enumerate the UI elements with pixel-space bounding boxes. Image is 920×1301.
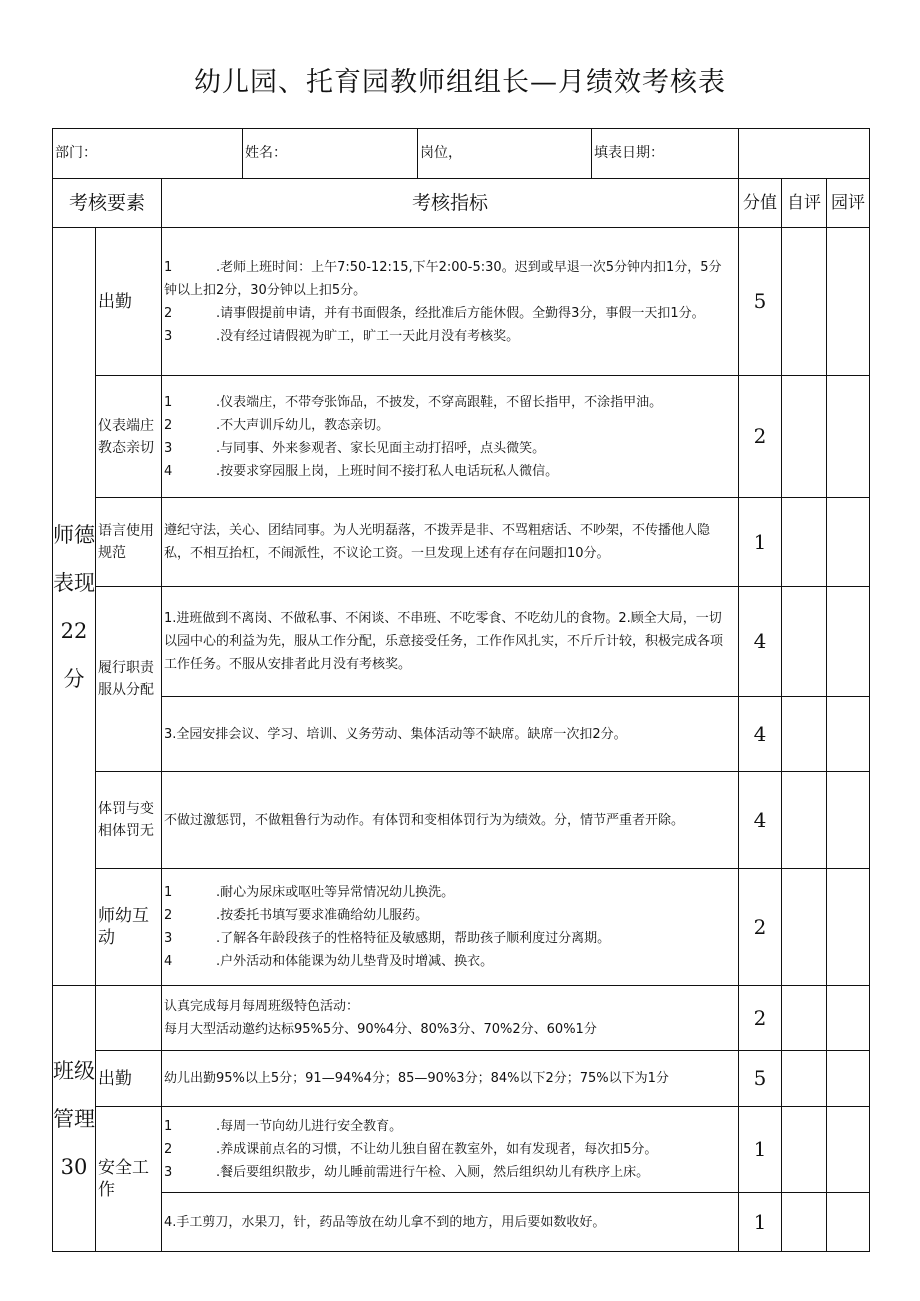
score-cell: 5 [739, 228, 782, 376]
self-eval-cell[interactable] [782, 1193, 827, 1252]
park-eval-cell[interactable] [827, 697, 870, 772]
category-ethics [53, 228, 96, 986]
sub-language: 语言使用规范 [96, 498, 162, 587]
sub-interaction: 师幼互动 [96, 869, 162, 986]
table-row [53, 772, 870, 869]
self-eval-cell[interactable] [782, 376, 827, 498]
park-eval-cell[interactable] [827, 869, 870, 986]
park-eval-cell[interactable] [827, 1051, 870, 1107]
category-label: 师德表现22分 [53, 522, 95, 691]
score-cell: 1 [739, 1193, 782, 1252]
indicator-cell: 1 .仪表端庄，不带夸张饰品，不披发，不穿高跟鞋，不留长指甲，不涂指甲油。 2 .不大声训斥幼儿，教态亲切。 3 .与同事、外来参观者、家长见面主动打招呼，点头微笑。 4 .按要求穿园服上岗，上班时间不接打私人电话玩私人微信。 [162, 376, 739, 498]
sub-empty [96, 986, 162, 1051]
score-cell: 1 [739, 498, 782, 587]
park-eval-cell[interactable] [827, 1107, 870, 1193]
table-row [53, 986, 870, 1051]
park-eval-cell[interactable] [827, 986, 870, 1051]
table-row [53, 376, 870, 498]
assessment-table [52, 128, 870, 1252]
self-eval-cell[interactable] [782, 869, 827, 986]
table-row [53, 228, 870, 376]
header-score: 分值 [739, 179, 782, 228]
sub-attendance: 出勤 [96, 228, 162, 376]
sub-safety: 安全工作 [96, 1107, 162, 1252]
header-self: 自评 [782, 179, 827, 228]
score-cell: 5 [739, 1051, 782, 1107]
self-eval-cell[interactable] [782, 1051, 827, 1107]
score-cell: 2 [739, 986, 782, 1051]
self-eval-cell[interactable] [782, 772, 827, 869]
park-eval-cell[interactable] [827, 772, 870, 869]
park-eval-cell[interactable] [827, 376, 870, 498]
page-title: 幼儿园、托育园教师组组长—月绩效考核表 [194, 67, 726, 98]
indicator-cell: 认真完成每月每周班级特色活动： 每月大型活动邀约达标95%5分、90%4分、80%3分、70%2分、60%1分 [162, 986, 739, 1051]
indicator-cell: 3.全园安排会议、学习、培训、义务劳动、集体活动等不缺席。缺席一次扣2分。 [162, 697, 739, 772]
self-eval-cell[interactable] [782, 228, 827, 376]
header-row [53, 179, 870, 228]
self-eval-cell[interactable] [782, 986, 827, 1051]
table-row [53, 587, 870, 697]
sub-duty: 履行职责服从分配 [96, 587, 162, 772]
table-row [53, 869, 870, 986]
park-eval-cell[interactable] [827, 228, 870, 376]
header-element: 考核要素 [53, 179, 162, 228]
table-row [53, 1107, 870, 1193]
info-row [53, 129, 870, 179]
table-row [53, 1193, 870, 1252]
table-row [53, 1051, 870, 1107]
park-eval-cell[interactable] [827, 587, 870, 697]
indicator-cell: 1 .每周一节向幼儿进行安全教育。 2 .养成课前点名的习惯，不让幼儿独自留在教室外，如有发现者，每次扣5分。 3 .餐后要组织散步，幼儿睡前需进行午检、入厕，然后组织幼儿有秩序上床。 [162, 1107, 739, 1193]
sub-class-attendance: 出勤 [96, 1051, 162, 1107]
indicator-cell: 遵纪守法，关心、团结同事。为人光明磊落，不拨弄是非、不骂粗痞话、不吵架，不传播他人隐私，不相互抬杠，不闹派性，不议论工资。一旦发现上述有存在问题扣10分。 [162, 498, 739, 587]
indicator-cell: 1 .老师上班时间：上午7:50-12:15,下午2:00-5:30。迟到或早退一次5分钟内扣1分，5分钟以上扣2分，30分钟以上扣5分。 2 .请事假提前申请，并有书面假条，经批准后方能休假。全勤得3分，事假一天扣1分。 3 .没有经过请假视为旷工，旷工一天此月没有考核奖。 [162, 228, 739, 376]
table-row [53, 498, 870, 587]
self-eval-cell[interactable] [782, 697, 827, 772]
park-eval-cell[interactable] [827, 1193, 870, 1252]
indicator-cell: 1.进班做到不离岗、不做私事、不闲谈、不串班、不吃零食、不吃幼儿的食物。2.顾全大局，一切以园中心的利益为先，服从工作分配，乐意接受任务，工作作风扎实，不斤斤计较，积极完成各项工作任务。不服从安排者此月没有考核奖。 [162, 587, 739, 697]
score-cell: 2 [739, 869, 782, 986]
sub-punishment: 体罚与变相体罚无 [96, 772, 162, 869]
category-label: 班级管理30 [53, 1058, 95, 1179]
sub-appearance: 仪表端庄教态亲切 [96, 376, 162, 498]
score-cell: 1 [739, 1107, 782, 1193]
category-class [53, 986, 96, 1252]
indicator-cell: 不做过激惩罚，不做粗鲁行为动作。有体罚和变相体罚行为为绩效。分，情节严重者开除。 [162, 772, 739, 869]
dept-field[interactable]: 部门： [55, 145, 97, 161]
header-park: 园评 [827, 179, 870, 228]
post-field[interactable]: 岗位， [420, 145, 462, 161]
score-cell: 4 [739, 587, 782, 697]
score-cell: 4 [739, 772, 782, 869]
indicator-cell: 幼儿出勤95%以上5分；91—94%4分；85—90%3分；84%以下2分；75%以下为1分 [162, 1051, 739, 1107]
indicator-cell: 1 .耐心为尿床或呕吐等异常情况幼儿换洗。 2 .按委托书填写要求准确给幼儿服药。 3 .了解各年龄段孩子的性格特征及敏感期，帮助孩子顺利度过分离期。 4 .户外活动和体能课为幼儿垫背及时增减、换衣。 [162, 869, 739, 986]
header-indicator: 考核指标 [162, 179, 739, 228]
self-eval-cell[interactable] [782, 498, 827, 587]
score-cell: 4 [739, 697, 782, 772]
self-eval-cell[interactable] [782, 1107, 827, 1193]
park-eval-cell[interactable] [827, 498, 870, 587]
score-cell: 2 [739, 376, 782, 498]
date-field[interactable]: 填表日期： [594, 145, 664, 161]
indicator-cell: 4.手工剪刀，水果刀，针，药品等放在幼儿拿不到的地方，用后要如数收好。 [162, 1193, 739, 1252]
self-eval-cell[interactable] [782, 587, 827, 697]
name-field[interactable]: 姓名： [245, 145, 287, 161]
table-row [53, 697, 870, 772]
